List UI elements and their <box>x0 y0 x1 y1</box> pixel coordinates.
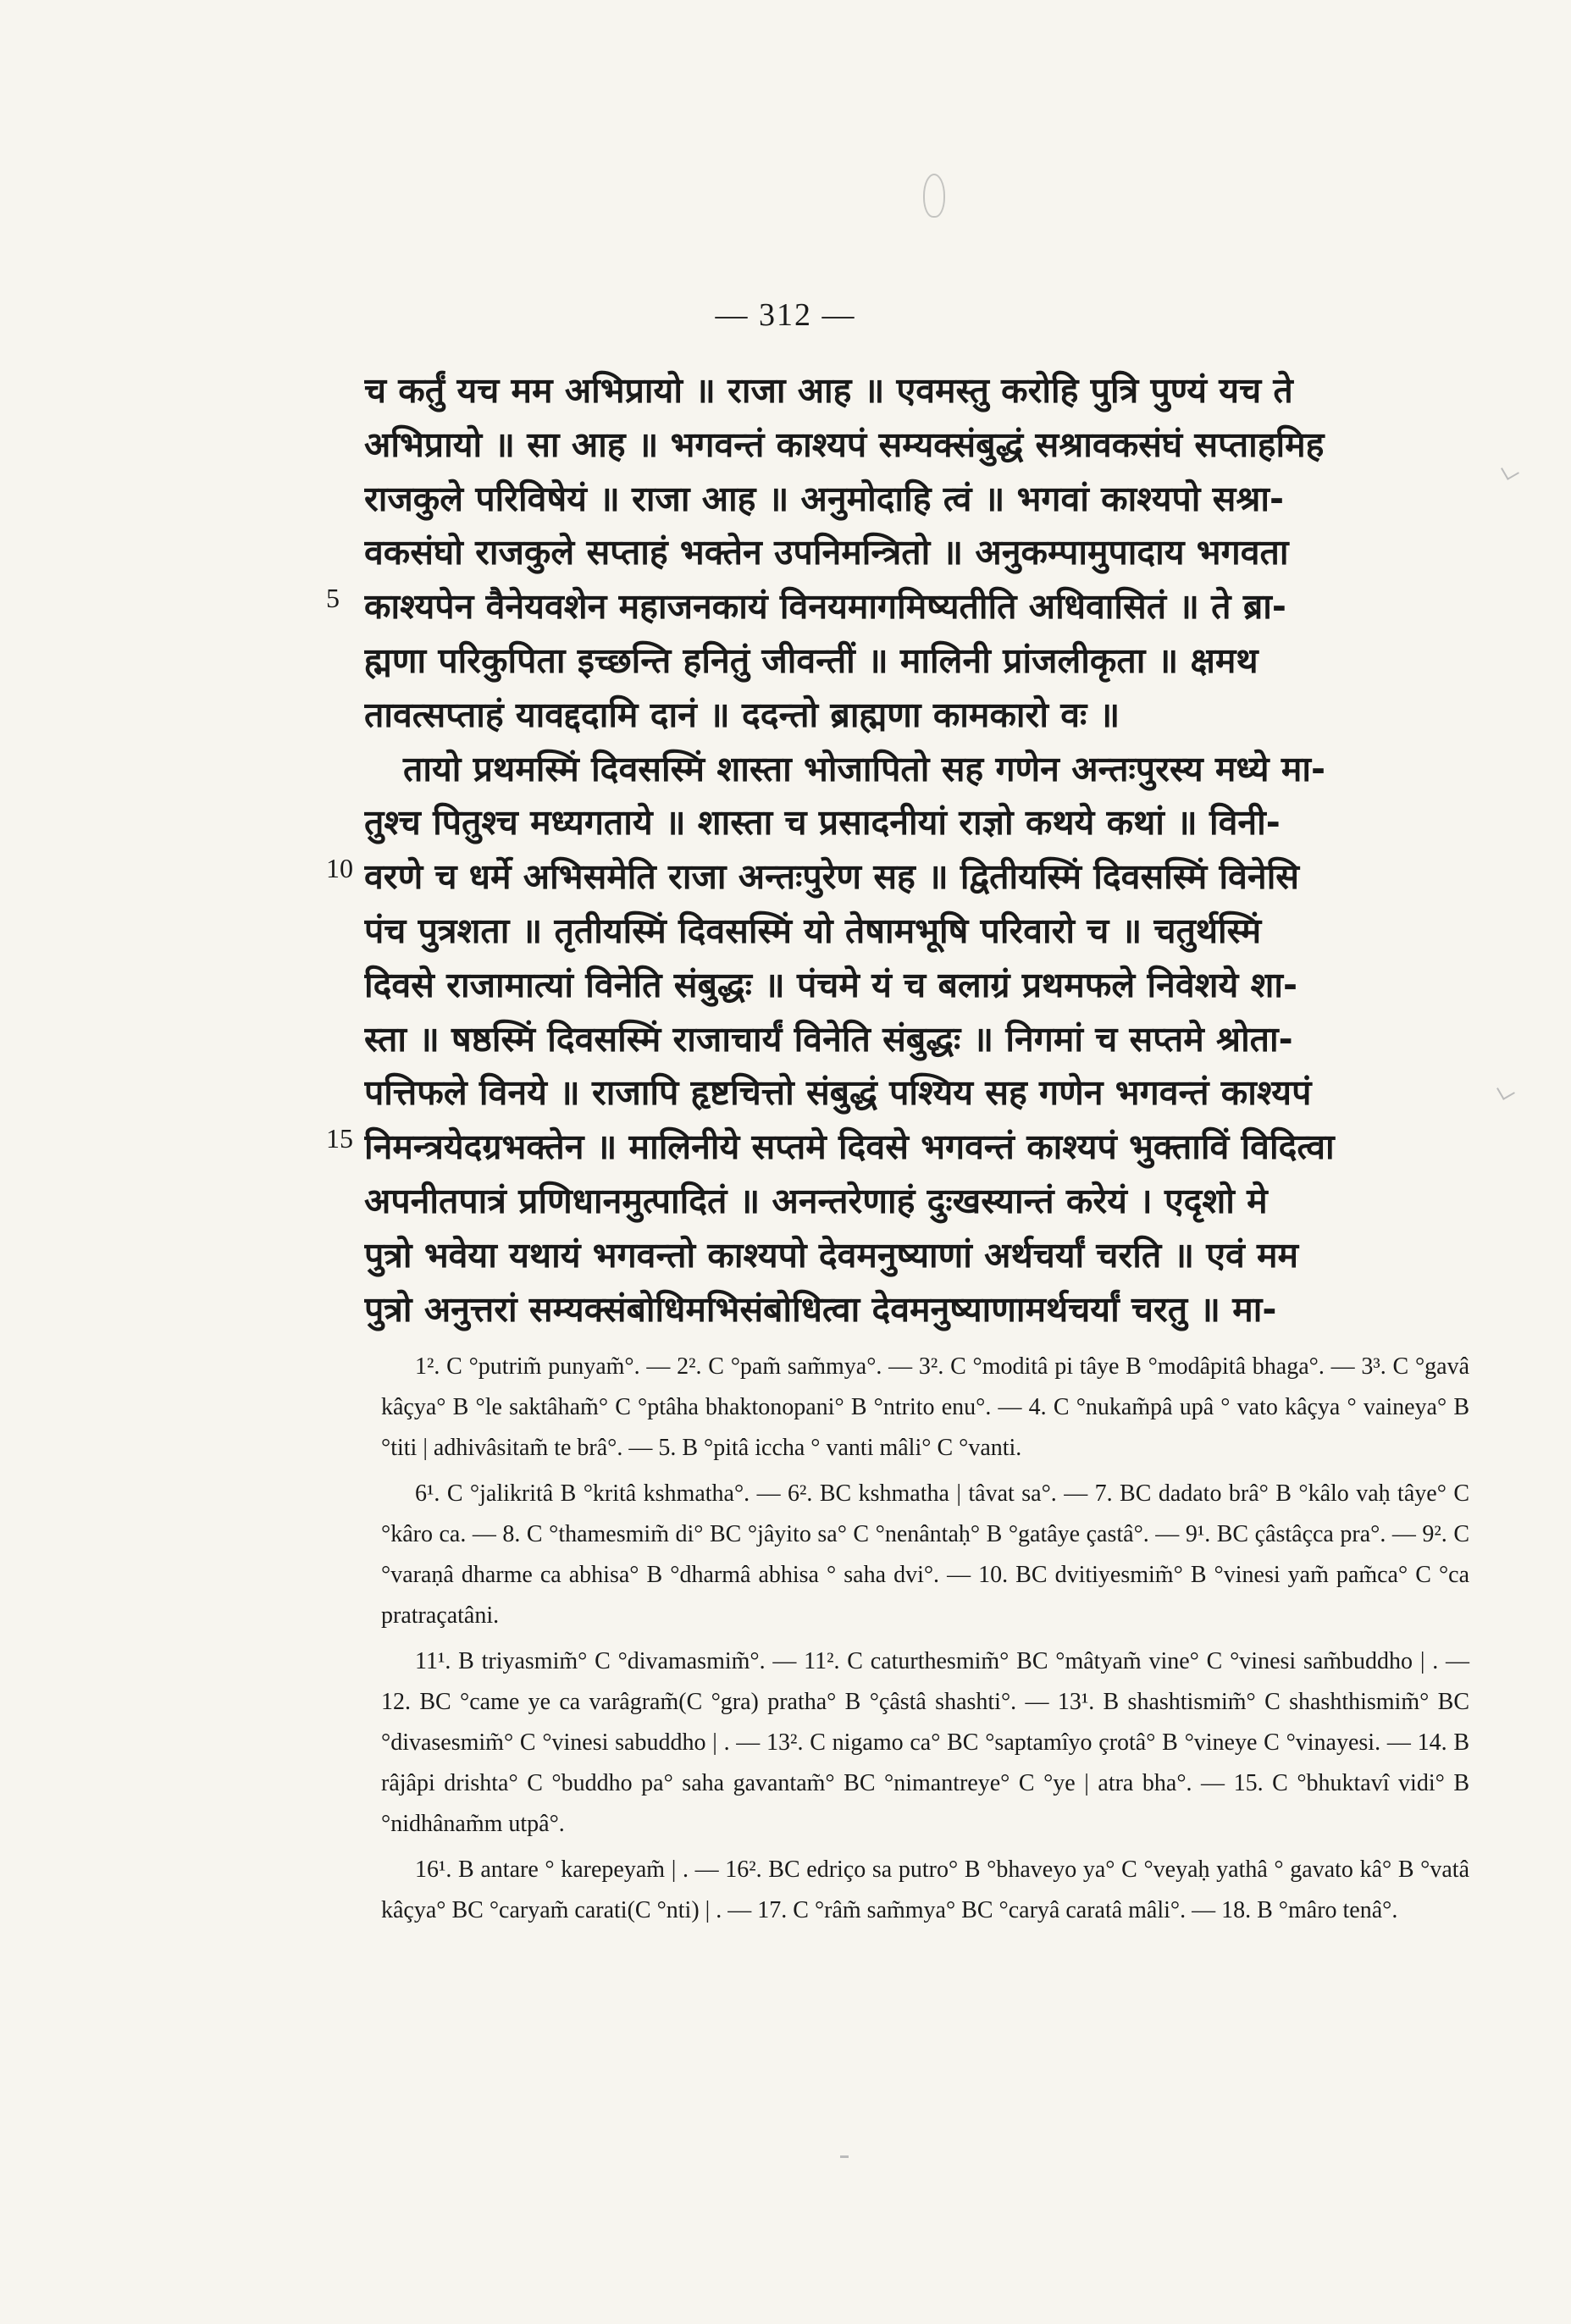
text-line: पुत्रो अनुत्तरां सम्यक्संबोधिमभिसंबोधित्वा देवमनुष्याणामर्थचर्यां चरतु ॥ मा- <box>364 1288 1277 1330</box>
line-number: 15 <box>326 1123 353 1154</box>
text-line: तुश्च पितुश्च मध्यगताये ॥ शास्ता च प्रसादनीयां राज्ञो कथये कथां ॥ विनी- <box>364 802 1281 844</box>
critical-apparatus <box>381 1347 1469 1936</box>
text-line: काश्यपेन वैनेयवशेन महाजनकायं विनयमागमिष्यतीति अधिवासितं ॥ ते ब्रा- <box>364 586 1286 628</box>
text-line: वरणे च धर्मे अभिसमेति राजा अन्तःपुरेण सह ॥ द्वितीयस्मिं दिवसस्मिं विनेसि <box>364 856 1300 898</box>
text-line: राजकुले परिविषेयं ॥ राजा आह ॥ अनुमोदाहि त्वं ॥ भगवां काश्यपो सश्रा- <box>364 478 1285 519</box>
footnote-paragraph: 16¹. B antare ° karepeyam̃ | . — 16². BC edriço sa putro° B °bhaveyo ya° C °veyaḥ yathâ ° gavato kâ° B °vatâ kâçya° BC °caryam̃ carati(C °nti) | . — 17. C °râm̃ sam̃mya° BC °caryâ caratâ mâli°. — 18. B °mâro tenâ°. <box>381 1856 1469 1923</box>
text-line: च कर्तुं यच मम अभिप्रायो ॥ राजा आह ॥ एवमस्तु करोहि पुत्रि पुण्यं यच ते <box>364 370 1293 411</box>
text-line: पंच पुत्रशता ॥ तृतीयस्मिं दिवसस्मिं यो तेषामभूषि परिवारो च ॥ चतुर्थस्मिं <box>364 910 1262 951</box>
ink-mark <box>923 174 945 218</box>
text-line: ह्मणा परिकुपिता इच्छन्ति हनितुं जीवन्तीं ॥ मालिनी प्रांजलीकृता ॥ क्षमथ <box>364 639 1258 681</box>
margin-mark <box>1501 462 1519 480</box>
text-line: तायो प्रथमस्मिं दिवसस्मिं शास्ता भोजापितो सह गणेन अन्तःपुरस्य मध्ये मा- <box>403 748 1326 789</box>
margin-mark <box>1496 1082 1515 1100</box>
footnote-paragraph: 1². C °putrim̃ punyam̃°. — 2². C °pam̃ sam̃mya°. — 3². C °moditâ pi tâye B °modâpitâ bhaga°. — 3³. C °gavâ kâçya° B °le saktâham̃° C °ptâha bhaktonopani° B °ntrito enu°. — 4. C °nukam̃pâ upâ ° vato kâçya ° vaineya° B °titi | adhivâsitam̃ te brâ°. — 5. B °pitâ iccha ° vanti mâli° C °vanti. <box>381 1353 1469 1461</box>
line-number: 5 <box>326 583 340 613</box>
line-number: 10 <box>326 853 353 883</box>
page-number: — 312 — <box>715 297 856 333</box>
text-line: पुत्रो भवेया यथायं भगवन्तो काश्यपो देवमनुष्याणां अर्थचर्यां चरति ॥ एवं मम <box>364 1234 1299 1275</box>
text-line: वकसंघो राजकुले सप्ताहं भक्तेन उपनिमन्त्रितो ॥ अनुकम्पामुपादाय भगवता <box>364 532 1289 573</box>
text-line: निमन्त्रयेदग्रभक्तेन ॥ मालिनीये सप्तमे दिवसे भगवन्तं काश्यपं भुक्ताविं विदित्वा <box>364 1126 1335 1168</box>
text-line: तावत्सप्ताहं यावद्ददामि दानं ॥ ददन्तो ब्राह्मणा कामकारो वः ॥ <box>364 694 1120 735</box>
sanskrit-text-block <box>364 364 1482 1336</box>
footnote-paragraph: 11¹. B triyasmim̃° C °divamasmim̃°. — 11². C caturthesmim̃° BC °mâtyam̃ vine° C °vinesi sam̃buddho | . — 12. BC °came ye ca varâgram̃(C °gra) pratha° B °çâstâ shashti°. — 13¹. B shashtismim̃° C shashthismim̃° BC °divasesmim̃° C °vinesi sabuddho | . — 13². C nigamo ca° BC °saptamîyo çrotâ° B °vineye C °vinayesi. — 14. B râjâpi drishta° C °buddho pa° saha gavantam̃° BC °nimantreye° C °ye | atra bha°. — 15. C °bhuktavî vidi° B °nidhânam̃m utpâ°. <box>381 1648 1469 1837</box>
ink-mark <box>840 2155 849 2158</box>
footnote-paragraph: 6¹. C °jalikritâ B °kritâ kshmatha°. — 6². BC kshmatha | tâvat sa°. — 7. BC dadato brâ° B °kâlo vaḥ tâye° C °kâro ca. — 8. C °thamesmim̃ di° BC °jâyito sa° C °nenântaḥ° B °gatâye çastâ°. — 9¹. BC çâstâçca pra°. — 9². C °varaṇâ dharme ca abhisa° B °dharmâ abhisa ° saha dvi°. — 10. BC dvitiyesmim̃° B °vinesi yam̃ pam̃ca° C °ca pratraçatâni. <box>381 1480 1469 1629</box>
text-line: अभिप्रायो ॥ सा आह ॥ भगवन्तं काश्यपं सम्यक्संबुद्धं सश्रावकसंघं सप्ताहमिह <box>364 423 1325 465</box>
text-line: स्ता ॥ षष्ठस्मिं दिवसस्मिं राजाचार्यं विनेति संबुद्धः ॥ निगमां च सप्तमे श्रोता- <box>364 1018 1293 1060</box>
text-line: पत्तिफले विनये ॥ राजापि हृष्टचित्तो संबुद्धं पश्यिय सह गणेन भगवन्तं काश्यपं <box>364 1072 1312 1114</box>
text-line: दिवसे राजामात्यां विनेति संबुद्धः ॥ पंचमे यं च बलाग्रं प्रथमफले निवेशये शा- <box>364 964 1298 1005</box>
text-line: अपनीतपात्रं प्रणिधानमुत्पादितं ॥ अनन्तरेणाहं दुःखस्यान्तं करेयं । एदृशो मे <box>364 1180 1268 1221</box>
